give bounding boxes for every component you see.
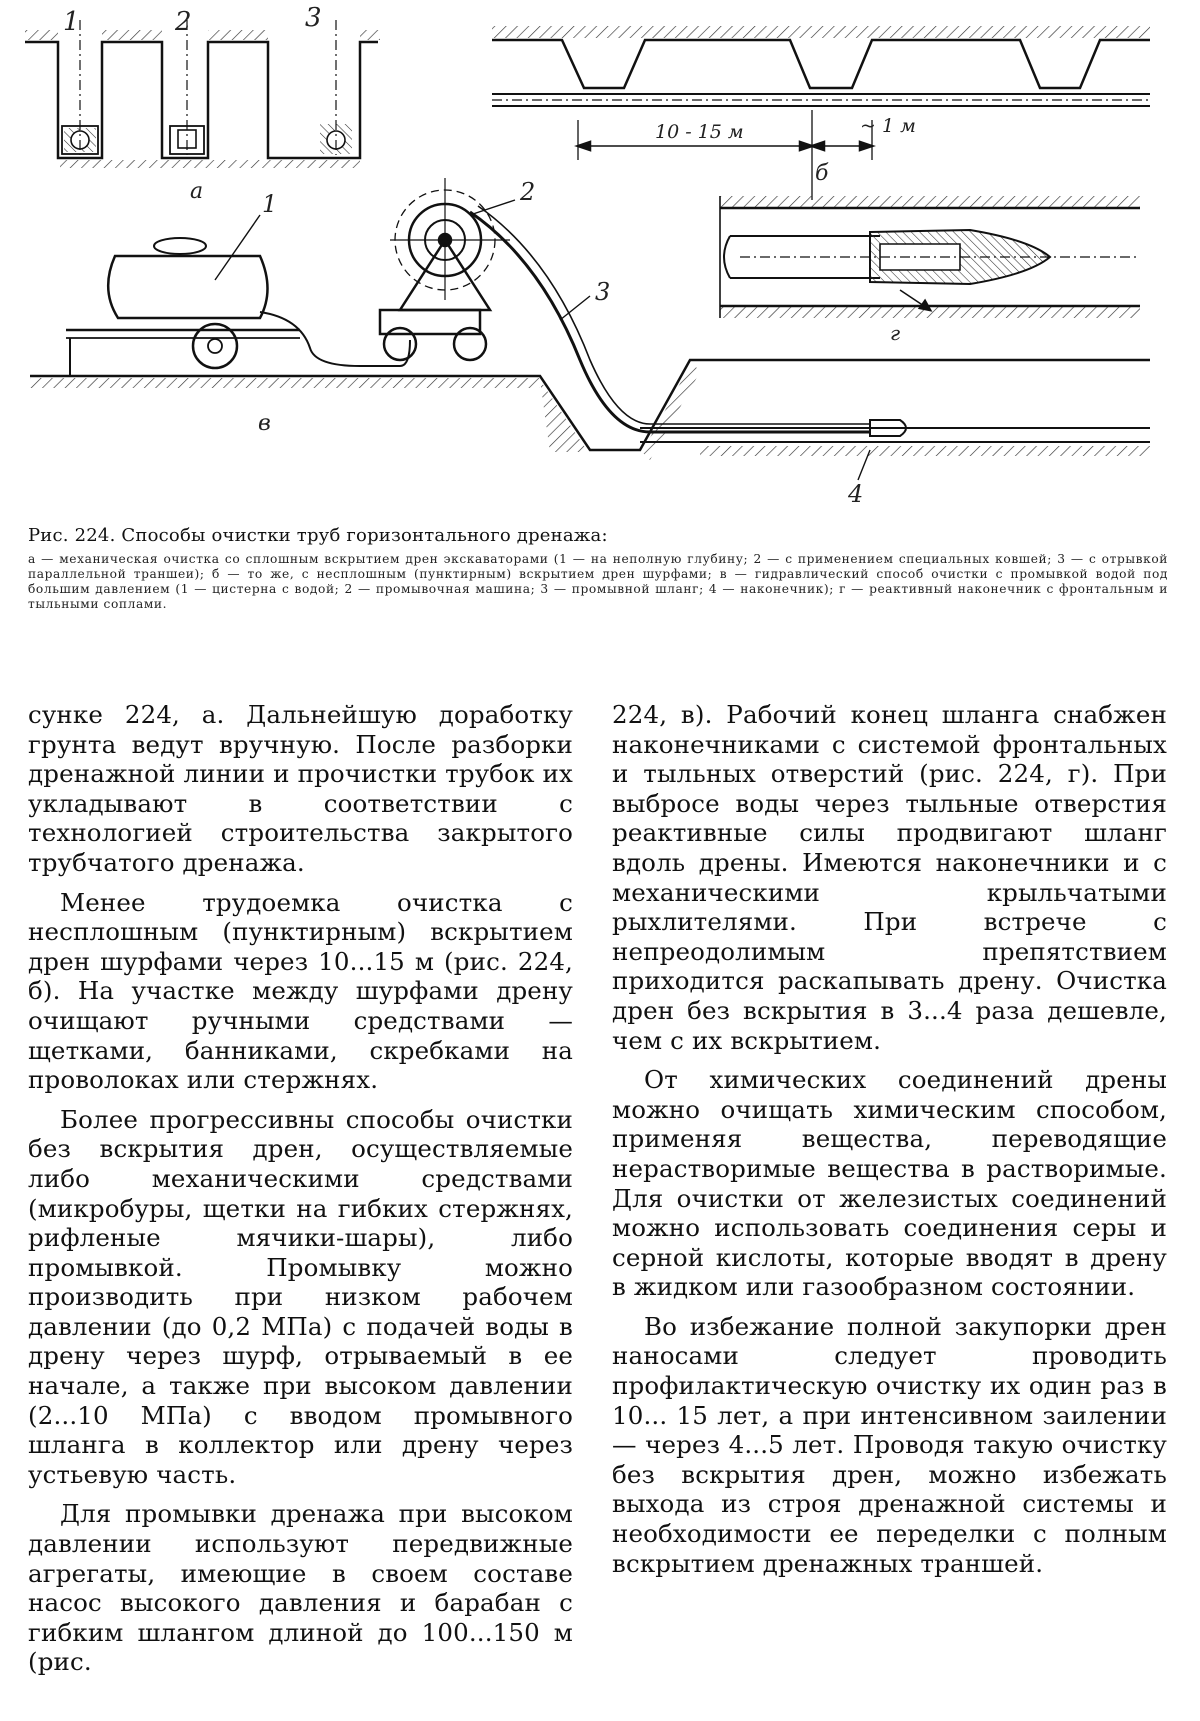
label-b: б (815, 161, 829, 186)
panel-a-trenches (25, 20, 380, 168)
text-column-left (28, 700, 573, 1687)
paragraph: Более прогрессивны способы очистки без вскрытия дрен, осуществляемые либо механическими средствами (микробуры, щетки на гибких стержнях, рифленые мячики-шары), либо промывкой. Промывку можно производить при низком рабочем давлении (до 0,2 МПа) с подачей воды в дрену через шурф, отрываемый в ее начале, а также при высоком давлении (2...10 МПа) с вводом промывного шланга в коллектор или дрену через устьевую часть. (28, 1104, 573, 1489)
panel-g-nozzle (720, 196, 1140, 318)
label-v-3: 3 (595, 278, 611, 306)
panel-v-unit (30, 178, 1150, 480)
paragraph: От химических соединений дрены можно очищать химическим способом, применяя вещества, переводящие нерастворимые вещества в растворимые. Для очистки от железистых соединений можно использовать соединения серы и серной кислоты, которые вводят в дрену в жидком или газообразном состоянии. (612, 1065, 1167, 1302)
figure-caption (28, 525, 1168, 612)
paragraph: Для промывки дренажа при высоком давлении используют передвижные агрегаты, имеющие в своем составе насос высокого давления и барабан с гибким шлангом длиной до 100...150 м (рис. (28, 1499, 573, 1677)
caption-body: а — механическая очистка со сплошным вскрытием дрен экскаваторами (1 — на неполную глубину; 2 — с применением специальных ковшей; 3 — с отрывкой параллельной траншеи); б — то же, с несплошным (пунктирным) вскрытием дрен шурфами; в — гидравлический способ очистки с промывкой водой под большим давлением (1 — цистерна с водой; 2 — промывочная машина; 3 — промывной шланг; 4 — наконечник); г — реактивный наконечник с фронтальным и тыльными соплами. (28, 552, 1168, 611)
figure-224 (0, 0, 1200, 520)
paragraph: Во избежание полной закупорки дрен наносами следует проводить профилактическую очистку их один раз в 10... 15 лет, а при интенсивном заилении — через 4...5 лет. Проводя такую очистку без вскрытия дрен, можно избежать выхода из строя дренажной системы и необходимости ее переделки с полным вскрытием дренажных траншей. (612, 1311, 1167, 1578)
label-v-1: 1 (262, 190, 278, 218)
paragraph: сунке 224, а. Дальнейшую доработку грунта ведут вручную. После разборки дренажной линии и прочистки трубок их укладывают в соответствии с технологией строительства закрытого трубчатого дренажа. (28, 700, 573, 877)
paragraph: 224, в). Рабочий конец шланга снабжен наконечниками с системой фронтальных и тыльных отверстий (рис. 224, г). При выбросе воды через тыльные отверстия реактивные силы продвигают шланг вдоль дрены. Имеются наконечники и с механическими крыльчатыми рыхлителями. При встрече с непреодолимым препятствием приходится раскапывать дрену. Очистка дрен без вскрытия в 3...4 раза дешевле, чем с их вскрытием. (612, 700, 1167, 1055)
caption-title: Рис. 224. Способы очистки труб горизонтального дренажа: (28, 525, 608, 546)
label-v-4: 4 (848, 480, 864, 508)
paragraph: Менее трудоемка очистка с несплошным (пунктирным) вскрытием дрен шурфами через 10...15 м (рис. 224, б). На участке между шурфами дрену очищают ручными средствами — щетками, банниками, скребками на проволоках или стержнях. (28, 887, 573, 1095)
label-a: а (190, 179, 204, 204)
label-a-2: 2 (175, 7, 192, 37)
label-b-dim-spacing: 10 - 15 м (655, 121, 744, 143)
label-v: в (258, 411, 271, 436)
label-v-2: 2 (520, 178, 536, 206)
label-a-1: 1 (63, 7, 80, 37)
text-column-right (612, 700, 1167, 1588)
label-a-3: 3 (305, 3, 322, 33)
label-g: г (890, 321, 901, 345)
label-b-dim-pit: ~ 1 м (860, 115, 916, 137)
